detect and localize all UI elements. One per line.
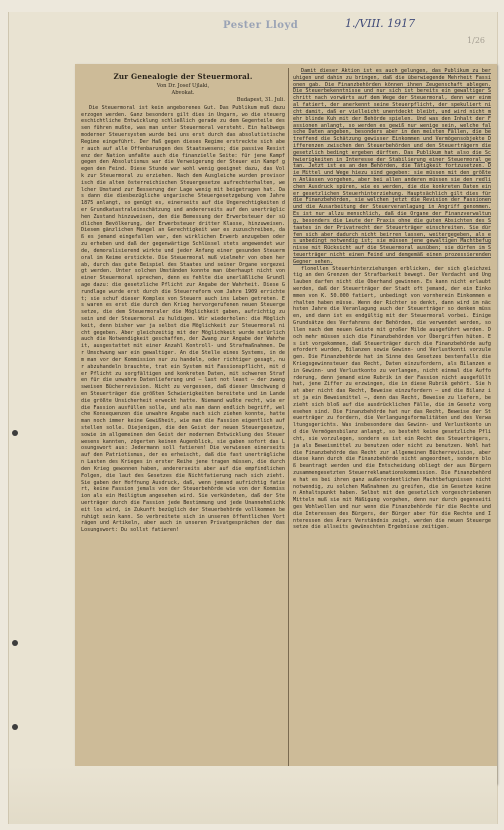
sheet-footer bbox=[9, 766, 497, 824]
article-body-right-top: Damit dieser Aktion ist es auch gelungen, das Publikum zu beruhigen und dahin zu bringen, daß die überwiegende Mehrheit Fassionen gab. Die Finanzbehörden können ihnen Zeugenschaft ablegen. Die Steuerbekenntnisse und nur sich ist bereits ein gewaltiger Schritt nach vorwärts auf dem Wege der Steuermoral, denn wer einmal fatiert, der anerkennt seine Steuerpflicht, der spekuliert nicht damit, daß er vielleicht unentdeckt bleibt, und wird nicht mehr blinde Kuh mit der Behörde spielen. Und was den Inhalt der Fassionen anlangt, so werden es gewiß nur wenige sein, welche falsche Daten angeben, besonders aber in den meisten Fällen, die betreffend die Schätzung gewisser Einkommen und Vermögensobjekte Differenzen zwischen den Steuerbehörden und den Steuerträgern die gesetzlich bedingt ergeben dürften. Das Publikum hat also die Schwierigkeiten in Interesse der Stabilierung einer Steuermoral getan. Jetzt ist es an den Behörden, die Tätigkeit fortzusetzen. Die Mittel und Wege hiezu sind gegeben: sie müssen mit den größten Anlässen vorgehen, aber bei allen anderen müssen sie den redlichen Ausdruck spüren, wie es werden, die die konkreten Daten einer gesetzlichen Steuerhinterziehung. Hauptsächlich gilt dies für die Finanzbehörden, sie welchen jetzt die Revision der Fassionen und die Ausarbeitung der Steuerveranlagung in Angriff genommen. Es ist nur allzu menschlich, daß die Organe der Finanzverwaltung, besonders die Leute der Praxis ohne die guten Absichten des Staates in der Privatrecht der Steuerträger einschreiten. Sie dürfen sich aber dadurch nicht beirren lassen, weitergegeben, als es unbedingt notwendig ist; sie müssen jene gewaltigen Machtbefugnisse mit Rücksicht auf die Steuermoral ausüben; sie dürfen im Steuerträger nicht einen Feind und demgemäß einen prozessierenden Gegner sehen. bbox=[293, 68, 491, 265]
pencil-number: 1/26 bbox=[467, 36, 485, 45]
column-right bbox=[293, 68, 491, 778]
punch-hole bbox=[12, 640, 18, 646]
article-dateline: Budapest, 31. Juli. bbox=[236, 96, 285, 103]
archive-sheet bbox=[8, 12, 498, 824]
article-body-right-bottom: flonellen Steuerhinterziehungen erblicken, der sich gleichzeitig an den Grenzen der Strafbarkeit bewegt. Der Verdacht und Unglauben darfen nicht die Oberhand gewinnen. Es kann nicht erlaubt werden, daß der Steuerträger der Stadt oft jemand, der ein Einkommen von K. 50.000 fatiert, unbedingt von vornherein Einkommen erhalten haben müsse. Wenn der Richter so denkt, dann wird im nächsten Jahre die Veranlagung auch der Steuerträger so denken müssen, und dann ist es endgültig mit der Steuermoral vorbei. Einige Grundsätze des Verfahrens der Behörden, die verwendet werden, sollen nach dem neuen Geiste mit großer Milde ausgeführt werden. Doch mehr müssen sich die Finanzbehörden vor Übergriffen hüten. Es ist vorgekommen, daß Steuerträger durch die Finanzbehörde aufgefordert wurden, Bilanzen sowie Gewinn- und Verlustkonti vorzulegen. Die Finanzbehörde hat im Sinne des Gesetzes bestenfalls die Kriegsgewinnsteuer das Recht, Daten einzufordern, als Bilanzen ein Gewinn- und Verlustkonto zu verlangen, nicht einmal die Aufforderung, denn jemand eine Rubrik in der Fassion nicht ausgefüllt hat, jene Ziffer zu erzwingen, die in diese Rubrik gehört. Sie hat aber nicht das Recht, Beweise einzufordern — und die Bilanz ist ja ein Beweismittel —, denn das Recht, Beweise zu liefern, bezieht sich bloß auf die ausdrücklichen Fälle, die im Gesetz vorgesehen sind. Die Finanzbehörde hat nur das Recht, Beweise der Steuerträger zu fordern, die Verlangungsformalitäten und des Verwaltungsgerichts. Was insbesondere das Gewinn- und Verlustkonto und die Vermögensbilanz anlangt, so besteht keine gesetzliche Pflicht, sie vorzulegen, sondern es ist ein Recht des Steuerträgers, ja als Beweismittel zu benutzen oder nicht zu benutzen. Wohl hat die Finanzbehörde das Recht zur allgemeinen Bücherrevision, aber diese kann durch die Finanzbehörde nicht angeordnet, sondern bloß beantragt werden und die Entscheidung obliegt der aus Bürgern zusammengesetzten Steuerreklamationskommission. Die Finanzbehörde hat es bei ihren ganz außerordentlichen Machtbefugnissen nicht notwendig, zu solchen Maßnahmen zu greifen, die im Gesetze keinen Anhaltspunkt haben. Selbst mit den gesetzlich vorgeschriebenen Mitteln muß sie mit Mäßigung vorgehen, denn nur durch gegenseitiges Wohlwollen und nur wenn die Finanzbehörde für die Rechte und die Interessen des Bürgers, der Bürger aber für die Rechte und Interessen des Ärars Verständnis zeigt, werden die neuen Steuergesetze die allseits gewünschten Ergebnisse zeitigen. bbox=[293, 265, 491, 531]
punch-hole bbox=[12, 430, 18, 436]
article-title: Zur Genealogie der Steuermoral. bbox=[113, 72, 253, 81]
newspaper-clipping bbox=[75, 64, 497, 784]
newspaper-stamp: Pester Lloyd bbox=[223, 20, 299, 31]
column-left bbox=[81, 68, 285, 778]
column-divider bbox=[288, 68, 289, 778]
article-body-left: Die Steuermoral ist kein angeborenes Gut. Das Publikum muß dazu erzogen werden. Ganz besonders gilt dies in Ungarn, wo die steuergeschichtliche Entwicklung schließlich gerade zu dem Gegenteile dessen führen mußte, was man unter Steuermoral versteht. Ein halbwegs moderner Steuersystem wurde bei uns erst durch das absolutistische Regime eingeführt. Der Haß gegen dieses Regime erstreckte sich aber auch auf alle Offenbarungen des Staatswesens; die passive Resistenz der Nation umfaßte auch die finanzielle Seite: für jene Kampf gegen den Absolutismus war die Verweigerung der Steuer ein Kampf gegen den Feind. Diese Stunde war wohl wenig geeignet dazu, das Volk zur Steuermoral zu erziehen. Nach dem Ausgleiche wurden provisorisch die alten österreichischen Steuergesetze aufrechterhalten, welcher Umstand zur Besserung der Lage wenig mit beigetragen hat. Das dann die diesbezügliche ungarische Steuergesetzgebung vom Jahre 1875 anlangt, so genügt es, einerseits auf die Ungerechtigkeiten der Grundkatastraleinschätzung und andererseits auf den unerträglichen Zustand hinzuweisen, den die Bemessung der Erwerbsteuer der südlichen Bevölkerung, der Erwerbsteuer dritter Klasse, hinzuweisen. Diesem gänzlichen Mangel an Gerechtigkeit war es zuzuschreiben, daß es jemand eingefallen war, den wirklichen Erwerb anzugeben oder zu erheben und daß der gegenwärtige Schlüssel stets angewendet wurde, demoralisierend wirkte und jeder Anfang einer gesunden Steuermoral im Keime erstickte. Die Steuermoral muß vielmehr von oben herab, durch das gute Beispiel des Staates und seiner Organe vorgezeigt werden. Unter solchen Umständen konnte man überhaupt nicht von einer Steuermoral sprechen, denn es fehlte die unerläßliche Grundlage dazu: die gesetzliche Pflicht zur Angabe der Wahrheit. Diese Grundlage wurde erst durch die Steuerreform vom Jahre 1909 errichtet; sie schuf dieser Komplex von Steuern auch ins Leben getreten. Es waren es erst die durch den Krieg hervorgerufenen neuen Steuergesetze, die dem Steuermoraler die Möglichkeit gaben, aufrichtig zu sein und der Steuermoral zu huldigen. Wir wiederholen: die Möglichkeit, denn bisher war ja selbst die Möglichkeit zur Steuermoral nicht gegeben. Aber gleichzeitig mit der Möglichkeit wurde natürlich auch die Notwendigkeit geschaffen, der Zwang zur Angabe der Wahrheit, ausgestattet mit einer Anzahl Kontroll- und Strafmaßnahmen. Der Umschwung war ein gewaltiger. An die Stelle eines Systems, in dem man vor der Kommission nur zu handeln, oder richtiger gesagt, nur abzuhandeln brauchte, trat ein System mit Fassionspflicht, mit der Pflicht zu sorgfältigen und konkreten Daten, mit schweren Strafen für die unwahre Datenlieferung und — last not least — der zwangsweisen Bücherrevision. Nicht zu vergessen, daß dieser Umschwung den Steuerträger die größten Schwierigkeiten bereitete und im Lande die größte Unsicherheit erweckt hatte. Niemand wußte recht, wie er die Fassion ausfüllen solle, und als man dann endlich begriff, welche Konsequenzen die unwahre Angabe nach sich ziehen konnte, hatte man noch immer keine Gewißheit, wie man die Fassion eigentlich aufstellen solle. Diejenigen, die den Geist der neuen Steuergesetze, sowie im allgemeinen den Geist der modernen Entwicklung des Steuerwesens kannten, zögerten keinen Augenblick, sie gaben sofort das Losungswort aus: Jedermann soll fatieren! Die verwiesen einerseits auf den Patriotismus, der es erheischt, daß die fast unerträglichen Lasten des Krieges in erster Reihe jene tragen müssen, die durch den Krieg gewonnen haben, andererseits aber auf die empfindlichen Folgen, die laut des Gesetzes die Nichtfatierung nach sich zieht. Sie gaben der Hoffnung Ausdruck, daß, wenn jemand aufrichtig fatiert, keine Fassion jemals von der Steuerbehörde wie von der Kommission als ein Heiligtum angesehen wird. Sie verkündeten, daß der Steuerträger durch die Fassion jede Bestimmung und jede Unannehmlichkeit los wird, in Zukunft bezüglich der Steuerbehörde vollkommen beruhigt sein kann. So verbreitete sich in unseren öffentlichen Vorträgen und Artikeln, aber auch in unseren Privatgesprächen der das Losungswort: Du sollst fatieren! bbox=[81, 104, 285, 534]
article-author-role: Abvokat. bbox=[171, 89, 195, 96]
article-author: Von Dr. Josef Ujlaki, bbox=[156, 82, 210, 89]
handwritten-date: 1./VIII. 1917 bbox=[345, 17, 416, 30]
punch-hole bbox=[12, 724, 18, 730]
